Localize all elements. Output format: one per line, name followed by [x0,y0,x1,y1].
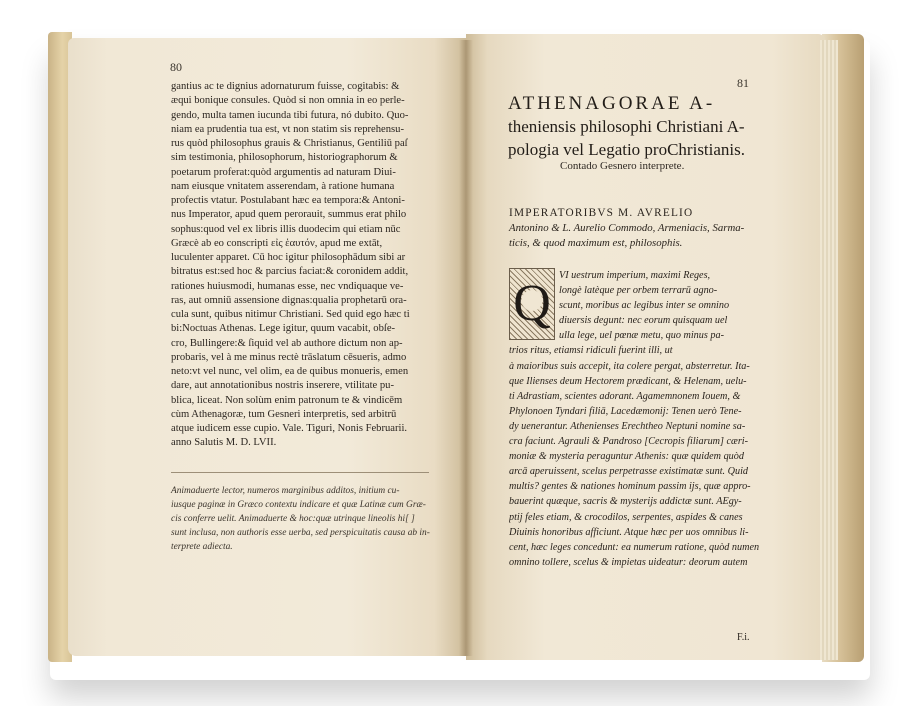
left-page-number: 80 [170,60,182,74]
title-line: ATHENAGORAE A- [508,93,716,114]
note-divider [171,472,429,473]
dedication-line: ticis, & quod maximum est, philosophis. [509,237,683,249]
signature-mark: F.i. [737,632,750,643]
body-line: scunt, moribus ac legibus inter se omnino [559,300,730,312]
text-line: gendo, multa tamen iucunda tibi futura, nó dubito. Quo- [171,109,409,121]
body-line: ptij feles etiam, & crocodilos, serpentes, aspides & canes [509,511,743,523]
body-line: dy uenerantur. Athenienses Erechtheo Neptuni nomine sa- [509,420,746,432]
text-line: gantius ac te dignius adornaturum fuisse, cogitabis: & [171,81,400,92]
text-line: neto:vt vel nunc, vel olim, ea de quibus monueris, emen [171,366,409,377]
note-line: iusque paginæ in Græco contextu indicare et quæ Latinæ cum Græ- [171,500,426,510]
text-line: cula sunt, quibus nitimur Christiani. Sed quid ego hæc ti [171,309,410,320]
text-line: anno Salutis M. D. LVII. [171,437,277,449]
dedication [509,206,784,251]
body-line: diuersis degunt: nec eorum quisquam uel [559,315,728,327]
text-line: dare, aut annotationibus nostris inserere, vtilitate pu- [171,380,394,392]
note-line: terprete adiecta. [171,542,233,552]
body-line: moniæ & mysteria peraguntur Athenis: quæ quidem quòd [509,451,744,463]
text-line: bi:Noctuas Athenas. Lege igitur, quum vacabit, obſe- [171,323,396,335]
page-edges [820,40,838,660]
text-line: luculenter apparet. Cū hoc igitur philosophādum sibi ar [171,252,406,263]
text-line: Græcè ab eo conscripti εἰς ἑαυτόν, apud me extāt, [171,237,383,249]
note-line: cis conferre uelit. Animaduerte & hoc:quæ utrinque lineolis hi[ ] [171,514,415,524]
text-line: æqui bonique consules. Quòd si non omnia in eo perle- [171,95,405,107]
body-line: ulla lege, uel pœnæ metu, quo minus pa- [559,330,724,342]
text-line: poetarum proferat:quòd argumentis ad naturam Diui- [171,166,396,178]
dedication-line: IMPERATORIBVS M. AVRELIO [509,207,694,219]
title-line: theniensis philosophi Christiani A- [508,117,745,136]
text-line: sophus:quod vel ex libris illis duodecim qui etiam nūc [171,223,401,235]
right-page-number: 81 [737,76,749,90]
text-line: ras, aut omniū assensione dignas:qualia prophetarū ora- [171,294,407,306]
dedication-line: Antonino & L. Aurelio Commodo, Armeniacis, Sarma- [509,222,745,234]
text-line: cro, Bullingere:& ſiquid vel ab authore dictum non ap- [171,337,403,349]
body-line: longè latèque per orbem terrarū agno- [559,285,718,297]
translator-line: Contado Gesnero interprete. [560,160,685,172]
text-line: niam ea prudentia tua est, vt non statim sis reprehensu- [171,123,405,135]
body-line: que Ilienses deum Hectorem prædicant, & Helenam, uelu- [509,375,747,387]
body-line: à maioribus suis accepit, ita colere pergat, absterretur. Ita- [509,360,750,372]
body-line: Diuinis honoribus afficiunt. Atque hæc per uos omnibus li- [509,526,749,538]
body-line: cent, hæc leges concedunt: ea numerum ratione, quòd numen [509,541,760,553]
text-line: sim testimonia, philosophorum, historiographorum & [171,152,398,164]
right-page-body [509,268,784,570]
body-line: omnino tollere, scelus & impietas uideatur: deorum autem [509,556,748,568]
text-line: cùm Athenagoræ, tum Gesneri interpretis, sed arbitrū [171,408,397,420]
page-title [508,92,788,161]
text-line: bitratus est:sed hoc & parcius faciat:& coronidem addit, [171,266,409,278]
body-line: bauerint quæque, sacris & mysterijs addictæ sunt. AEgy- [509,496,742,508]
title-line: pologia vel Legatio proChristianis. [508,140,746,159]
left-page-text [171,80,449,451]
text-line: nam eiusque vnitatem asserendam, à ratione humana [171,180,395,192]
text-line: rationes huiusmodi, humanas esse, nec vndiquaque ve- [171,280,404,292]
body-line: VI uestrum imperium, maximi Reges, [559,270,711,281]
text-line: probaris, vel à me minus rectè trāslatum cēsueris, admo [171,351,407,363]
reader-note [171,484,431,554]
body-line: cra faciunt. Agrauli & Pandroso [Cecropis filiarum] cæri- [509,436,749,448]
body-line: arcā aperuissent, scelus perpetrasse existimatæ sunt. Quid [509,466,749,478]
body-line: multis? gentes & nationes hominum passim ijs, quæ appro- [509,481,751,493]
text-line: nus Imperator, apud quem perorauit, summus erat philo [171,209,407,221]
text-line: blica, liceat. Non solùm enim patronum te & vindicēm [171,394,403,406]
text-line: profectis vtatur. Postulabant hæc ea tempora:& Antoni- [171,195,405,206]
note-line: sunt inclusa, non authoris esse uerba, sed perspicuitatis causa ab in- [171,528,430,538]
text-line: atque iudicem esse cupio. Vale. Tiguri, Nonis Februarii. [171,423,408,434]
text-line: rus quòd philosophus grauis & Christianus, Gentiliū paſ [171,138,408,149]
body-line: ti Adrastiam, scientes adorant. Agamemnonem Iouem, & [509,390,741,402]
book-gutter [459,40,473,656]
initial-letter: Q [513,275,551,332]
body-line: Phylonoen Tyndari filiā, Lacedæmonij: Tenen uerò Tene- [509,405,742,417]
note-line: Animaduerte lector, numeros marginibus additos, initium cu- [171,486,400,496]
body-line: trios ritus, etiamsi ridiculi fuerint illi, ut [509,345,673,357]
